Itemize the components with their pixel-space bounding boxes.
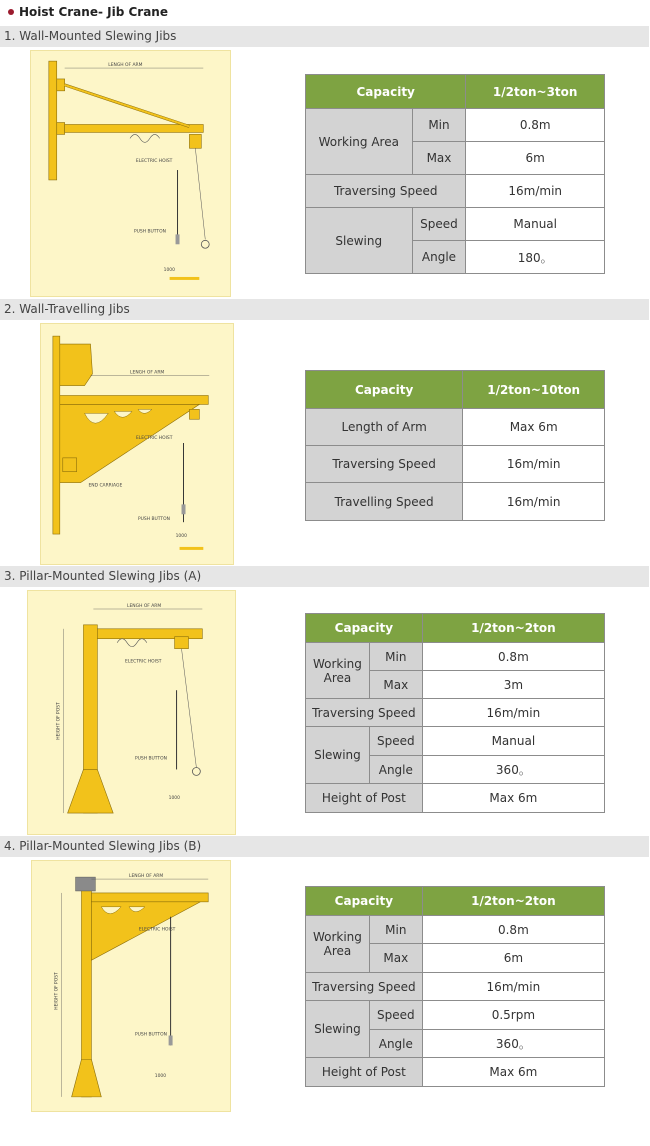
spec-table-pillar-b xyxy=(305,886,605,1087)
traversing-speed-value: 16m/min xyxy=(466,175,605,208)
diagram-clearance-label: 1000 xyxy=(163,268,175,274)
traversing-speed-value: 16m/min xyxy=(422,699,604,727)
max-label: Max xyxy=(412,142,466,175)
speed-value: 0.5rpm xyxy=(422,1001,604,1030)
max-value: 3m xyxy=(422,671,604,699)
travelling-speed-value: 16m/min xyxy=(463,483,605,521)
slewing-label: Slewing xyxy=(306,727,370,784)
diagram-button-label-3: PUSH BUTTON xyxy=(134,756,167,762)
post-height-value: Max 6m xyxy=(422,784,604,813)
capacity-header: Capacity xyxy=(306,887,423,916)
angle-label: Angle xyxy=(369,756,422,784)
traversing-speed-value: 16m/min xyxy=(422,973,604,1001)
section-title-pillar-a: 3. Pillar-Mounted Slewing Jibs (A) xyxy=(0,566,649,587)
diagram-post-label-3: HEIGHT OF POST xyxy=(56,702,62,740)
traversing-speed-label: Traversing Speed xyxy=(306,175,466,208)
diagram-hoist-label: ELECTRIC HOIST xyxy=(135,159,173,165)
angle-value: 360。 xyxy=(422,1030,604,1058)
capacity-header: Capacity xyxy=(306,371,463,409)
max-label: Max xyxy=(369,944,422,973)
capacity-header: Capacity xyxy=(306,75,466,109)
diagram-arm-label: LENGH OF ARM xyxy=(108,63,143,69)
min-label: Min xyxy=(412,109,466,142)
diagram-arm-label-2: LENGH OF ARM xyxy=(130,370,165,376)
diagram-arm-label-3: LENGH OF ARM xyxy=(127,604,162,610)
speed-value: Manual xyxy=(422,727,604,756)
wall-mounted-jib-diagram xyxy=(30,50,231,297)
slewing-label: Slewing xyxy=(306,208,413,274)
speed-label: Speed xyxy=(369,727,422,756)
max-value: 6m xyxy=(466,142,605,175)
angle-value: 180。 xyxy=(466,241,605,274)
diagram-button-label-4: PUSH BUTTON xyxy=(134,1032,167,1038)
diagram-button-label: PUSH BUTTON xyxy=(133,229,166,235)
spec-table-wall-mounted xyxy=(305,74,605,274)
working-area-label: Working Area xyxy=(306,109,413,175)
bullet-dot-icon xyxy=(8,9,14,15)
pillar-jib-b-diagram xyxy=(31,860,231,1112)
diagram-hoist-label-2: ELECTRIC HOIST xyxy=(136,436,173,442)
working-area-label: Working Area xyxy=(306,916,370,973)
post-height-value: Max 6m xyxy=(422,1058,604,1087)
speed-label: Speed xyxy=(369,1001,422,1030)
section-title-wall-mounted: 1. Wall-Mounted Slewing Jibs xyxy=(0,26,649,47)
speed-label: Speed xyxy=(412,208,466,241)
section-title-pillar-b: 4. Pillar-Mounted Slewing Jibs (B) xyxy=(0,836,649,857)
traversing-speed-label: Traversing Speed xyxy=(306,446,463,483)
diagram-carriage-label: END CARRIAGE xyxy=(88,483,123,489)
min-label: Min xyxy=(369,916,422,944)
pillar-jib-a-diagram xyxy=(27,590,236,835)
spec-table-wall-travelling xyxy=(305,370,605,521)
angle-value: 360。 xyxy=(422,756,604,784)
capacity-value: 1/2ton~10ton xyxy=(463,371,605,409)
capacity-value: 1/2ton~3ton xyxy=(466,75,605,109)
min-value: 0.8m xyxy=(466,109,605,142)
working-area-label: Working Area xyxy=(306,643,370,699)
diagram-button-label-2: PUSH BUTTON xyxy=(137,517,170,523)
diagram-clearance-label-2: 1000 xyxy=(175,534,187,540)
traversing-speed-value: 16m/min xyxy=(463,446,605,483)
diagram-clearance-label-3: 1000 xyxy=(168,796,180,802)
min-value: 0.8m xyxy=(422,643,604,671)
max-value: 6m xyxy=(422,944,604,973)
arm-length-value: Max 6m xyxy=(463,409,605,446)
diagram-arm-label-4: LENGH OF ARM xyxy=(129,874,164,880)
min-value: 0.8m xyxy=(422,916,604,944)
capacity-value: 1/2ton~2ton xyxy=(422,614,604,643)
traversing-speed-label: Traversing Speed xyxy=(306,973,423,1001)
min-label: Min xyxy=(369,643,422,671)
slewing-label: Slewing xyxy=(306,1001,370,1058)
capacity-header: Capacity xyxy=(306,614,423,643)
angle-label: Angle xyxy=(369,1030,422,1058)
post-height-label: Height of Post xyxy=(306,784,423,813)
diagram-hoist-label-4: ELECTRIC HOIST xyxy=(138,927,176,933)
spec-table-pillar-a xyxy=(305,613,605,813)
angle-label: Angle xyxy=(412,241,466,274)
page-title-text: Hoist Crane- Jib Crane xyxy=(19,5,168,19)
diagram-clearance-label-4: 1000 xyxy=(154,1074,167,1080)
diagram-post-label-4: HEIGHT OF POST xyxy=(54,972,60,1010)
page-title xyxy=(8,4,168,20)
diagram-hoist-label-3: ELECTRIC HOIST xyxy=(125,659,162,665)
arm-length-label: Length of Arm xyxy=(306,409,463,446)
travelling-speed-label: Travelling Speed xyxy=(306,483,463,521)
section-title-wall-travelling: 2. Wall-Travelling Jibs xyxy=(0,299,649,320)
traversing-speed-label: Traversing Speed xyxy=(306,699,423,727)
post-height-label: Height of Post xyxy=(306,1058,423,1087)
capacity-value: 1/2ton~2ton xyxy=(422,887,604,916)
speed-value: Manual xyxy=(466,208,605,241)
wall-travelling-jib-diagram xyxy=(40,323,234,565)
max-label: Max xyxy=(369,671,422,699)
